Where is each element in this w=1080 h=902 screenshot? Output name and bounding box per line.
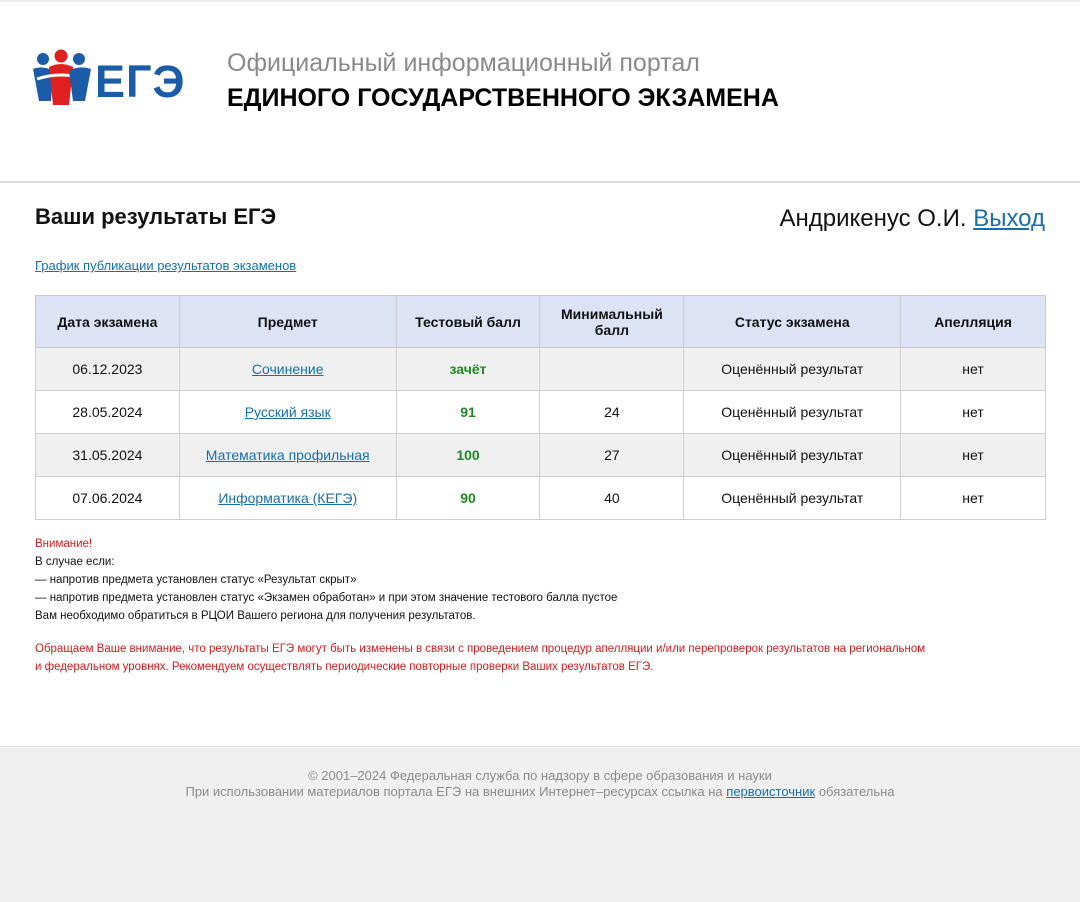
- results-table: [35, 295, 1046, 520]
- column-header-subject: Предмет: [179, 296, 396, 348]
- footer-usage-suffix: обязательна: [818, 784, 895, 799]
- subject-cell: [179, 391, 396, 434]
- exam-status: Оценённый результат: [684, 477, 901, 520]
- footer-copyright: © 2001–2024 Федеральная служба по надзору в сфере образования и науки: [308, 768, 772, 783]
- subject-link[interactable]: Русский язык: [244, 404, 331, 420]
- appeal-status: нет: [901, 391, 1046, 434]
- user-area: [779, 205, 1045, 233]
- column-header-status: Статус экзамена: [684, 296, 901, 348]
- column-header-date: Дата экзамена: [36, 296, 180, 348]
- notice-line: и федеральном уровнях. Рекомендуем осуществлять периодические повторные проверки Ваших результатов ЕГЭ.: [35, 661, 654, 673]
- footer-usage-note: [0, 784, 1080, 799]
- logout-link[interactable]: Выход: [973, 205, 1045, 232]
- exam-date: 28.05.2024: [36, 391, 180, 434]
- schedule-link[interactable]: График публикации результатов экзаменов: [35, 258, 297, 273]
- min-score: 27: [540, 434, 684, 477]
- portal-title: ЕДИНОГО ГОСУДАРСТВЕННОГО ЭКЗАМЕНА: [227, 84, 779, 112]
- user-name: Андрикенус О.И.: [779, 205, 967, 232]
- subject-link[interactable]: Сочинение: [251, 361, 324, 377]
- column-header-min-score: Минимальный балл: [540, 296, 684, 348]
- site-footer: [0, 746, 1080, 902]
- column-header-appeal: Апелляция: [901, 296, 1046, 348]
- appeal-status: нет: [901, 434, 1046, 477]
- subject-link[interactable]: Информатика (КЕГЭ): [218, 490, 358, 506]
- min-score: 24: [540, 391, 684, 434]
- exam-status: Оценённый результат: [684, 391, 901, 434]
- appeal-status: нет: [901, 348, 1046, 391]
- column-header-score: Тестовый балл: [396, 296, 540, 348]
- table-header-row: [36, 296, 1046, 348]
- logo-text: ЕГЭ: [95, 56, 186, 107]
- test-score: 90: [396, 477, 540, 520]
- results-change-notice: [35, 640, 995, 676]
- portal-subtitle: Официальный информационный портал: [227, 49, 700, 77]
- notes-line: — напротив предмета установлен статус «Результат скрыт»: [35, 574, 357, 586]
- appeal-status: нет: [901, 477, 1046, 520]
- table-row: [36, 434, 1046, 477]
- min-score: [540, 348, 684, 391]
- subject-link[interactable]: Математика профильная: [205, 447, 370, 463]
- test-score: 100: [396, 434, 540, 477]
- table-row: [36, 348, 1046, 391]
- table-row: [36, 391, 1046, 434]
- notes-line: В случае если:: [35, 556, 115, 568]
- notice-line: Обращаем Ваше внимание, что результаты ЕГЭ могут быть изменены в связи с проведением процедур апелляции и/или перепроверок результатов на региональном: [35, 643, 926, 655]
- ege-logo[interactable]: [31, 49, 186, 111]
- test-score: зачёт: [396, 348, 540, 391]
- test-score: 91: [396, 391, 540, 434]
- exam-date: 31.05.2024: [36, 434, 180, 477]
- exam-date: 06.12.2023: [36, 348, 180, 391]
- table-row: [36, 477, 1046, 520]
- subject-cell: [179, 348, 396, 391]
- notes-line: Вам необходимо обратиться в РЦОИ Вашего региона для получения результатов.: [35, 610, 476, 622]
- site-header: [0, 0, 1080, 182]
- exam-status: Оценённый результат: [684, 348, 901, 391]
- page-title: Ваши результаты ЕГЭ: [35, 204, 277, 229]
- exam-date: 07.06.2024: [36, 477, 180, 520]
- attention-heading: Внимание!: [35, 538, 93, 550]
- notes-line: — напротив предмета установлен статус «Экзамен обработан» и при этом значение тестового балла пустое: [35, 592, 618, 604]
- ege-figures-icon: [31, 49, 101, 111]
- subject-cell: [179, 477, 396, 520]
- source-link[interactable]: первоисточник: [726, 784, 816, 799]
- min-score: 40: [540, 477, 684, 520]
- attention-notes: [35, 535, 617, 625]
- exam-status: Оценённый результат: [684, 434, 901, 477]
- subject-cell: [179, 434, 396, 477]
- header-divider: [0, 181, 1080, 183]
- footer-usage-prefix: При использовании материалов портала ЕГЭ на внешних Интернет–ресурсах ссылка на: [185, 784, 723, 799]
